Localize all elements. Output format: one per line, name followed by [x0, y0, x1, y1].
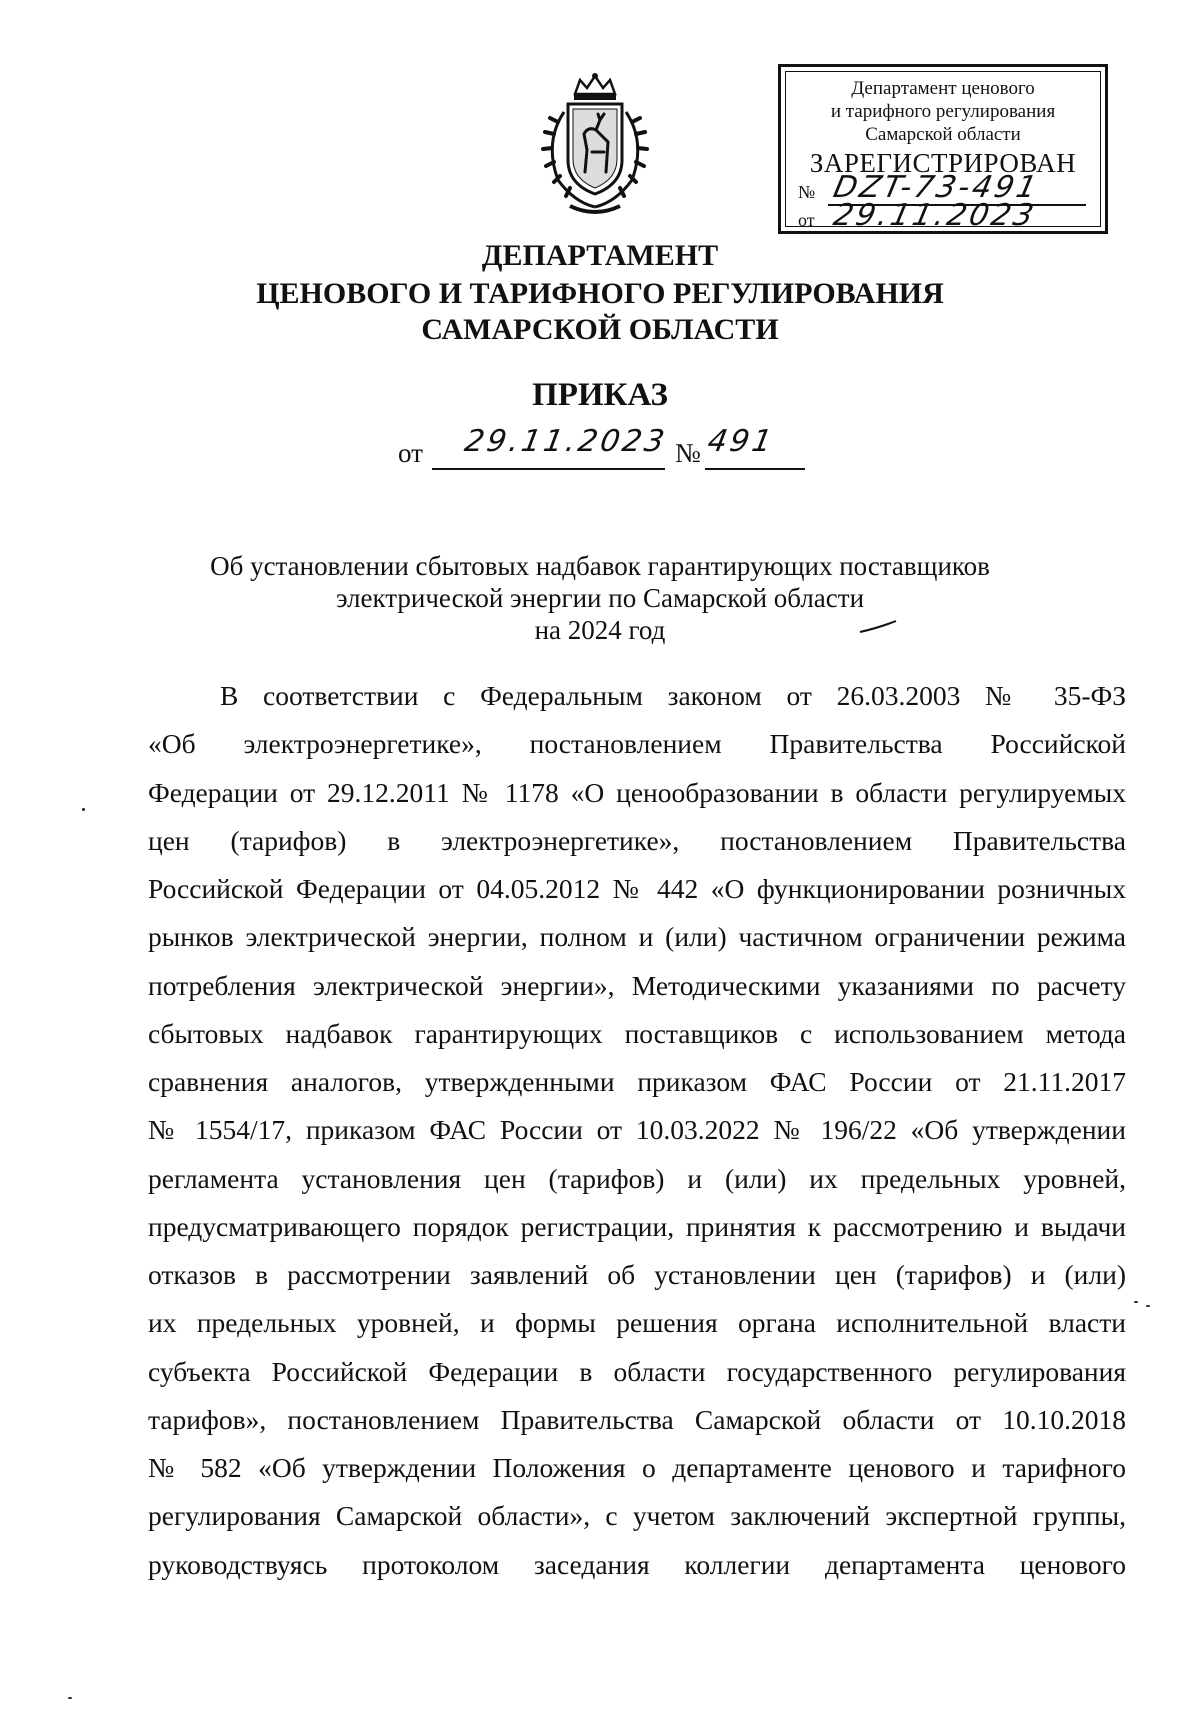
body-paragraph	[148, 672, 1126, 1589]
body-line-text: потребления электрической энергии», Методическими указаниями по расчету	[148, 969, 1126, 1001]
body-line-text: тарифов», постановлением Правительства Самарской области от 10.10.2018	[148, 1403, 1126, 1435]
body-line-text: их предельных уровней, и формы решения органа исполнительной власти	[148, 1307, 1126, 1339]
body-line-text: Российской Федерации от 04.05.2012 № 442 «О функционировании розничных	[148, 873, 1126, 904]
scan-speck	[68, 1697, 72, 1699]
coat-of-arms-emblem	[530, 72, 660, 222]
body-line-text: В соответствии с Федеральным законом от 26.03.2003 № 35-ФЗ	[220, 680, 1126, 711]
stamp-line-3: Самарской области	[865, 124, 1021, 145]
body-line	[148, 1299, 1126, 1347]
body-line	[148, 817, 1126, 865]
subject-line-3: на 2024 год	[534, 615, 666, 645]
stamp-date-row	[798, 198, 1092, 233]
body-line-text: регламента установления цен (тарифов) и (или) их предельных уровней,	[148, 1162, 1126, 1194]
order-number-handwritten: 491	[704, 424, 778, 459]
body-line-text: субъекта Российской Федерации в области государственного регулирования	[148, 1355, 1126, 1387]
stamp-date-underline	[828, 232, 1086, 234]
body-line	[148, 672, 1126, 720]
stamp-date-label: от	[798, 210, 815, 230]
stamp-inner-border	[785, 71, 1101, 233]
body-line	[148, 1106, 1126, 1154]
order-number-label: №	[675, 438, 701, 468]
body-line	[148, 1444, 1126, 1492]
body-line	[148, 1541, 1126, 1589]
body-line-text: предусматривающего порядок регистрации, принятия к рассмотрению и выдачи	[148, 1210, 1126, 1242]
department-title-line-1: ДЕПАРТАМЕНТ	[481, 239, 719, 272]
department-title-line-2: ЦЕНОВОГО И ТАРИФНОГО РЕГУЛИРОВАНИЯ	[256, 277, 944, 310]
body-line-text: руководствуясь протоколом заседания коллегии департамента ценового	[148, 1548, 1126, 1580]
body-line-text: рынков электрической энергии, полном и (или) частичном ограничении режима	[148, 921, 1126, 953]
scan-speck	[82, 808, 85, 811]
body-line	[148, 913, 1126, 961]
order-date-label: от	[398, 438, 423, 468]
body-line-text: № 1554/17, приказом ФАС России от 10.03.2022 № 196/22 «Об утверждении	[148, 1114, 1126, 1146]
department-title-line-3: САМАРСКОЙ ОБЛАСТИ	[421, 313, 779, 346]
subject-line-1: Об установлении сбытовых надбавок гарантирующих поставщиков	[210, 551, 990, 581]
pen-tick-mark	[858, 620, 898, 634]
body-line-text: сравнения аналогов, утвержденными приказом ФАС России от 21.11.2017	[148, 1066, 1126, 1097]
stamp-registered: ЗАРЕГИСТРИРОВАН	[809, 148, 1077, 178]
body-line	[148, 865, 1126, 913]
order-date-number-line	[0, 424, 1200, 478]
subject-line-2: электрической энергии по Самарской области	[335, 583, 865, 613]
body-line-text: Федерации от 29.12.2011 № 1178 «О ценообразовании в области регулируемых	[148, 776, 1126, 808]
registration-stamp	[778, 64, 1108, 234]
body-line-text: «Об электроэнергетике», постановлением Правительства Российской	[148, 728, 1126, 760]
order-number-underline	[705, 468, 805, 470]
body-line-text: регулирования Самарской области», с учетом заключений экспертной группы,	[148, 1500, 1126, 1532]
body-line	[148, 1348, 1126, 1396]
body-line	[148, 962, 1126, 1010]
body-line	[148, 1155, 1126, 1203]
body-line-text: отказов в рассмотрении заявлений об установлении цен (тарифов) и (или)	[148, 1259, 1126, 1290]
body-line	[148, 1396, 1126, 1444]
scan-speck	[1134, 1301, 1138, 1303]
order-date-underline	[432, 468, 665, 470]
stamp-date-handwritten: 29.11.2023	[830, 198, 1040, 233]
order-title: ПРИКАЗ	[532, 377, 668, 413]
body-line	[148, 1010, 1126, 1058]
stamp-line-2: и тарифного регулирования	[830, 101, 1056, 122]
body-line-text: № 582 «Об утверждении Положения о департаменте ценового и тарифного	[148, 1452, 1126, 1483]
body-line	[148, 720, 1126, 768]
body-line	[148, 1251, 1126, 1299]
scan-speck	[1146, 1305, 1150, 1307]
stamp-number-label: №	[798, 182, 816, 202]
body-line	[148, 1203, 1126, 1251]
body-line	[148, 769, 1126, 817]
body-line-text: цен (тарифов) в электроэнергетике», постановлением Правительства	[148, 824, 1126, 856]
stamp-number-handwritten: DZT-73-491	[830, 170, 1043, 205]
stamp-line-1: Департамент ценового	[851, 78, 1035, 99]
body-line	[148, 1058, 1126, 1106]
body-line	[148, 1492, 1126, 1540]
order-date-handwritten: 29.11.2023	[461, 424, 670, 459]
body-line-text: сбытовых надбавок гарантирующих поставщиков с использованием метода	[148, 1017, 1126, 1049]
